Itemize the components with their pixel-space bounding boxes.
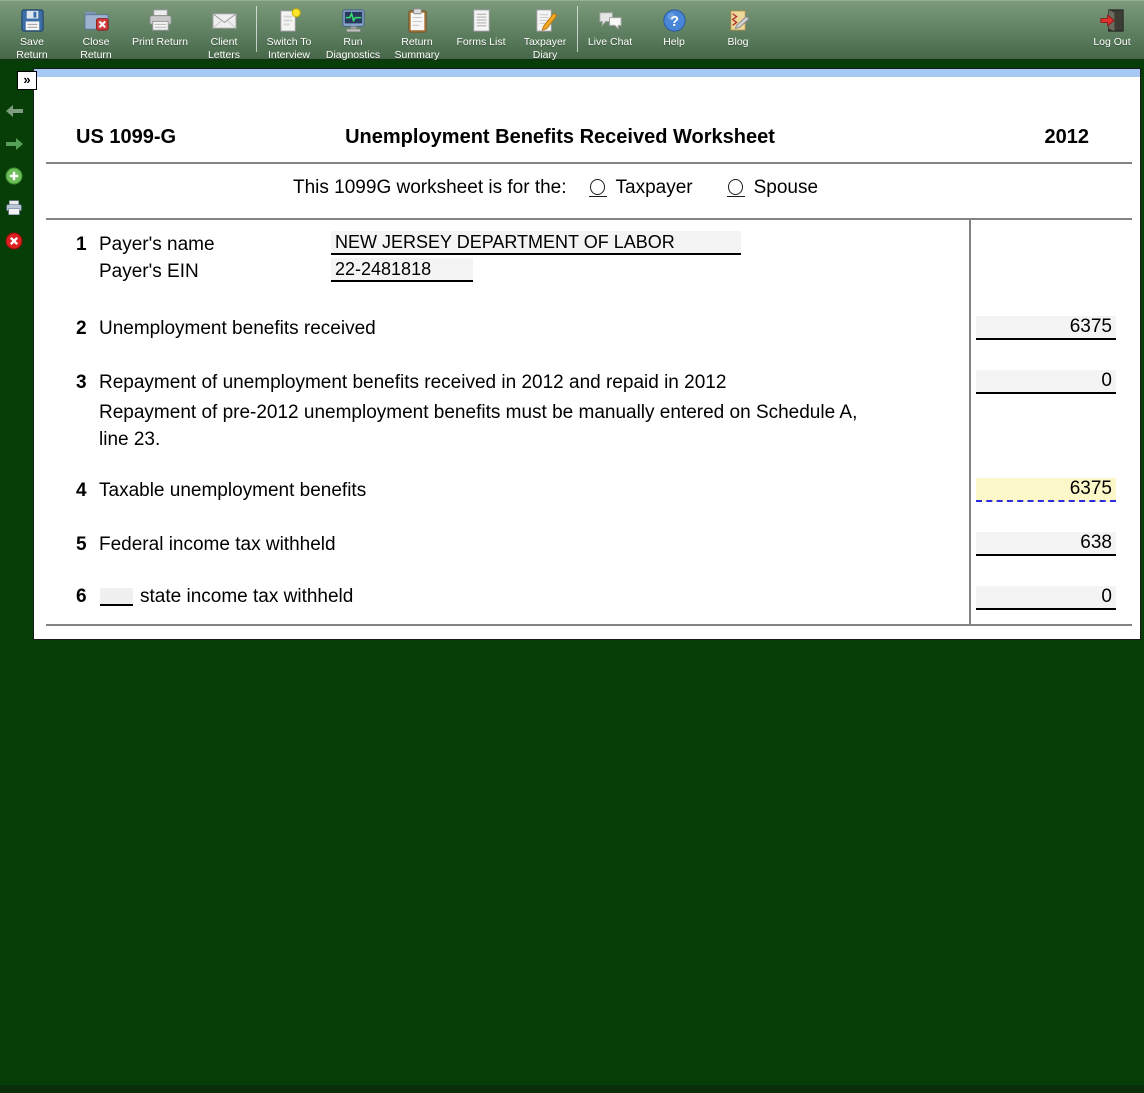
toolbar-button-label: Close Return bbox=[80, 36, 112, 62]
toolbar-button-blog[interactable] bbox=[706, 1, 770, 49]
toolbar-button-forms-list[interactable] bbox=[449, 1, 513, 49]
toolbar-button-label: Print Return bbox=[131, 36, 189, 48]
toolbar-button-label: Save Return bbox=[16, 36, 48, 62]
toolbar-button-client-letters[interactable] bbox=[192, 1, 256, 62]
toolbar-button-taxpayer-diary[interactable] bbox=[513, 1, 577, 62]
toolbar-button-label: Run Diagnostics bbox=[325, 36, 381, 62]
toolbar-button-label: Log Out bbox=[1093, 36, 1131, 48]
owner-prompt-label: This 1099G worksheet is for the: bbox=[293, 177, 567, 198]
amount-column-divider bbox=[969, 218, 971, 624]
chat-bubbles-icon bbox=[596, 6, 625, 35]
line3-amount-field[interactable] bbox=[976, 370, 1116, 394]
printer-icon bbox=[146, 6, 175, 35]
monitor-pulse-icon bbox=[339, 6, 368, 35]
toolbar-button-label: Return Summary bbox=[394, 36, 440, 62]
line2-amount-field[interactable] bbox=[976, 316, 1116, 340]
line3-label: Repayment of unemployment benefits received in 2012 and repaid in 2012 bbox=[99, 372, 727, 393]
delete-form-icon[interactable] bbox=[5, 232, 23, 250]
toolbar-button-label: Client Letters bbox=[207, 36, 241, 62]
form-year: 2012 bbox=[1044, 126, 1089, 148]
toolbar-button-label: Forms List bbox=[456, 36, 506, 48]
radio-taxpayer-label: Taxpayer bbox=[615, 177, 693, 198]
toolbar-button-switch-to-interview[interactable] bbox=[257, 1, 321, 62]
radio-circle-icon bbox=[727, 179, 745, 197]
worksheet-owner-row bbox=[293, 177, 852, 199]
panel-top-strip bbox=[34, 69, 1140, 77]
radio-spouse[interactable] bbox=[727, 177, 818, 199]
toolbar-button-log-out[interactable] bbox=[1080, 1, 1144, 49]
line4-number: 4 bbox=[76, 480, 87, 501]
line1-number: 1 bbox=[76, 234, 87, 255]
worksheet-panel bbox=[33, 68, 1141, 640]
page-title: Unemployment Benefits Received Worksheet bbox=[345, 126, 775, 148]
radio-spouse-label: Spouse bbox=[753, 177, 819, 198]
toolbar-button-label: Help bbox=[663, 36, 685, 48]
line4-label: Taxable unemployment benefits bbox=[99, 480, 367, 501]
line2-label: Unemployment benefits received bbox=[99, 318, 376, 339]
payer-ein-field[interactable] bbox=[331, 258, 473, 282]
line3-number: 3 bbox=[76, 372, 87, 393]
toolbar-button-live-chat[interactable] bbox=[578, 1, 642, 49]
line5-label: Federal income tax withheld bbox=[99, 534, 336, 555]
line6-state-field[interactable] bbox=[100, 588, 133, 606]
toolbar-button-help[interactable] bbox=[642, 1, 706, 49]
svg-text:?: ? bbox=[669, 13, 679, 30]
exit-door-icon bbox=[1098, 6, 1127, 35]
toolbar-button-label: Switch To Interview bbox=[266, 36, 312, 62]
floppy-disk-icon bbox=[18, 6, 47, 35]
line5-amount-field[interactable] bbox=[976, 532, 1116, 556]
document-switch-icon bbox=[275, 6, 304, 35]
toolbar-button-save-return[interactable] bbox=[0, 1, 64, 62]
toolbar-button-label: Blog bbox=[727, 36, 749, 48]
forward-arrow-icon[interactable] bbox=[6, 138, 23, 150]
radio-taxpayer[interactable] bbox=[589, 177, 693, 199]
toolbar-button-print-return[interactable] bbox=[128, 1, 192, 49]
back-arrow-icon[interactable] bbox=[6, 105, 23, 117]
line6-label: state income tax withheld bbox=[140, 586, 354, 607]
document-lines-icon bbox=[467, 6, 496, 35]
line3-note: Repayment of pre-2012 unemployment benefits must be manually entered on Schedule A, line 23. bbox=[99, 402, 858, 450]
payer-name-label: Payer's name bbox=[99, 234, 215, 255]
toolbar-button-label: Live Chat bbox=[587, 36, 633, 48]
radio-circle-icon bbox=[589, 179, 607, 197]
payer-name-field[interactable] bbox=[331, 231, 741, 255]
line2-number: 2 bbox=[76, 318, 87, 339]
toolbar-button-close-return[interactable] bbox=[64, 1, 128, 62]
payer-ein-label: Payer's EIN bbox=[99, 261, 199, 282]
toolbar-button-return-summary[interactable] bbox=[385, 1, 449, 62]
top-toolbar bbox=[0, 0, 1144, 60]
envelope-icon bbox=[210, 6, 239, 35]
folder-close-icon bbox=[82, 6, 111, 35]
scroll-pen-icon bbox=[724, 6, 753, 35]
line5-number: 5 bbox=[76, 534, 87, 555]
clipboard-icon bbox=[403, 6, 432, 35]
print-form-icon[interactable] bbox=[4, 200, 24, 218]
line6-number: 6 bbox=[76, 586, 87, 607]
question-circle-icon bbox=[660, 6, 689, 35]
header-divider bbox=[46, 162, 1132, 164]
form-id: US 1099-G bbox=[76, 126, 177, 148]
toolbar-button-label: Taxpayer Diary bbox=[523, 36, 567, 62]
toolbar-button-run-diagnostics[interactable] bbox=[321, 1, 385, 62]
add-form-icon[interactable] bbox=[5, 167, 23, 185]
line4-amount-field[interactable] bbox=[976, 478, 1116, 502]
notepad-pencil-icon bbox=[531, 6, 560, 35]
expand-panel-button[interactable]: » bbox=[17, 71, 37, 90]
worksheet-bottom-divider bbox=[46, 624, 1132, 626]
bottom-strip bbox=[0, 1085, 1144, 1093]
line6-amount-field[interactable] bbox=[976, 586, 1116, 610]
